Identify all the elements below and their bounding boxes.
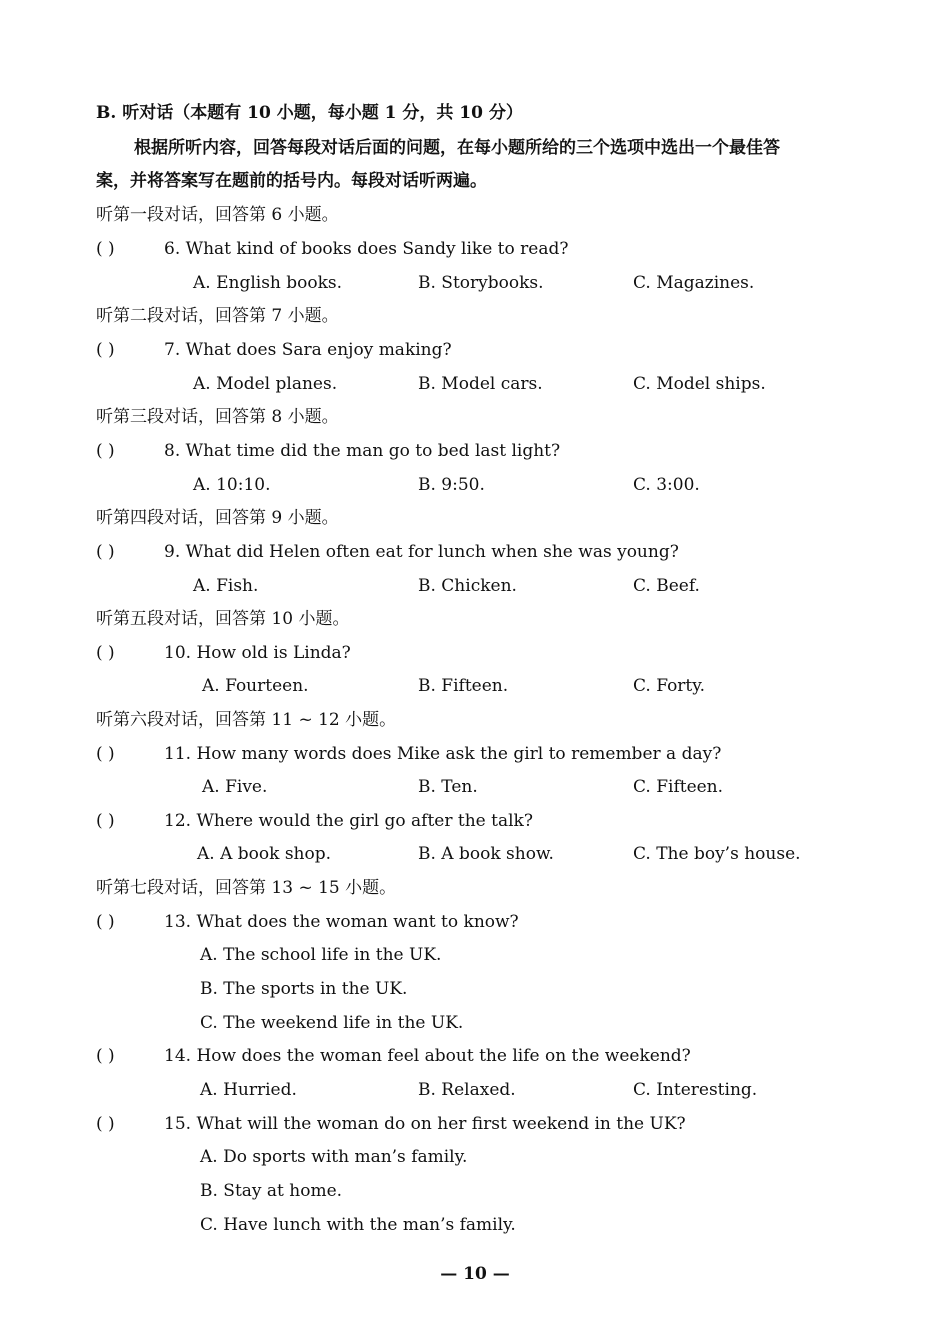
- option-b: B. A book show.: [418, 844, 554, 864]
- answer-bracket[interactable]: ( ): [96, 811, 115, 831]
- option-a: A. Do sports with man’s family.: [200, 1147, 468, 1167]
- section-heading: B. 听对话（本题有 10 小题，每小题 1 分，共 10 分）: [96, 103, 523, 123]
- option-a: A. English books.: [193, 273, 343, 293]
- option-c: C. The boy’s house.: [633, 844, 801, 864]
- option-b: B. Model cars.: [418, 374, 543, 394]
- dialogue-intro: 听第五段对话，回答第 10 小题。: [96, 609, 350, 629]
- answer-bracket[interactable]: ( ): [96, 1046, 115, 1066]
- option-c: C. Beef.: [633, 576, 700, 596]
- dialogue-intro: 听第四段对话，回答第 9 小题。: [96, 508, 339, 528]
- answer-bracket[interactable]: ( ): [96, 441, 115, 461]
- answer-bracket[interactable]: ( ): [96, 1114, 115, 1134]
- option-a: A. A book shop.: [197, 844, 332, 864]
- option-b: B. Chicken.: [418, 576, 517, 596]
- answer-bracket[interactable]: ( ): [96, 340, 115, 360]
- option-b: B. 9:50.: [418, 475, 485, 495]
- page-number: — 10 —: [440, 1264, 510, 1284]
- option-c: C. Model ships.: [633, 374, 766, 394]
- question-12: [96, 810, 533, 832]
- question-text: 8. What time did the man go to bed last light?: [164, 441, 561, 461]
- dialogue-intro: 听第七段对话，回答第 13 ~ 15 小题。: [96, 878, 397, 898]
- option-c: C. Fifteen.: [633, 777, 724, 797]
- option-b: B. The sports in the UK.: [200, 979, 408, 999]
- option-b: B. Ten.: [418, 777, 478, 797]
- question-6: [96, 238, 568, 260]
- option-c: C. The weekend life in the UK.: [200, 1013, 464, 1033]
- option-a: A. 10:10.: [193, 475, 271, 495]
- question-10: [96, 642, 351, 664]
- answer-bracket[interactable]: ( ): [96, 912, 115, 932]
- option-b: B. Stay at home.: [200, 1181, 343, 1201]
- dialogue-intro: 听第三段对话，回答第 8 小题。: [96, 407, 339, 427]
- answer-bracket[interactable]: ( ): [96, 744, 115, 764]
- instruction-line-2: 案，并将答案写在题前的括号内。每段对话听两遍。: [96, 171, 487, 191]
- option-a: A. Five.: [202, 777, 268, 797]
- question-text: 11. How many words does Mike ask the girl to remember a day?: [164, 744, 722, 764]
- question-7: [96, 339, 452, 361]
- option-b: B. Storybooks.: [418, 273, 544, 293]
- question-text: 12. Where would the girl go after the talk?: [164, 811, 533, 831]
- option-a: A. Hurried.: [200, 1080, 297, 1100]
- option-a: A. Fourteen.: [202, 676, 309, 696]
- option-b: B. Fifteen.: [418, 676, 509, 696]
- option-a: A. The school life in the UK.: [200, 945, 442, 965]
- dialogue-intro: 听第一段对话，回答第 6 小题。: [96, 205, 339, 225]
- option-c: C. Have lunch with the man’s family.: [200, 1215, 516, 1235]
- option-c: C. 3:00.: [633, 475, 700, 495]
- question-14: [96, 1045, 691, 1067]
- question-9: [96, 541, 679, 563]
- question-text: 6. What kind of books does Sandy like to read?: [164, 239, 569, 259]
- question-13: [96, 911, 519, 933]
- option-a: A. Fish.: [193, 576, 259, 596]
- question-text: 14. How does the woman feel about the life on the weekend?: [164, 1046, 691, 1066]
- option-c: C. Interesting.: [633, 1080, 758, 1100]
- option-b: B. Relaxed.: [418, 1080, 516, 1100]
- instruction-line-1: 根据所听内容，回答每段对话后面的问题，在每小题所给的三个选项中选出一个最佳答: [134, 138, 780, 158]
- dialogue-intro: 听第六段对话，回答第 11 ~ 12 小题。: [96, 710, 397, 730]
- question-text: 15. What will the woman do on her first weekend in the UK?: [164, 1114, 686, 1134]
- dialogue-intro: 听第二段对话，回答第 7 小题。: [96, 306, 339, 326]
- question-text: 9. What did Helen often eat for lunch when she was young?: [164, 542, 679, 562]
- question-text: 10. How old is Linda?: [164, 643, 351, 663]
- question-15: [96, 1113, 686, 1135]
- question-text: 7. What does Sara enjoy making?: [164, 340, 452, 360]
- option-a: A. Model planes.: [193, 374, 338, 394]
- answer-bracket[interactable]: ( ): [96, 239, 115, 259]
- option-c: C. Forty.: [633, 676, 706, 696]
- question-8: [96, 440, 560, 462]
- answer-bracket[interactable]: ( ): [96, 542, 115, 562]
- question-11: [96, 743, 721, 765]
- option-c: C. Magazines.: [633, 273, 755, 293]
- answer-bracket[interactable]: ( ): [96, 643, 115, 663]
- question-text: 13. What does the woman want to know?: [164, 912, 519, 932]
